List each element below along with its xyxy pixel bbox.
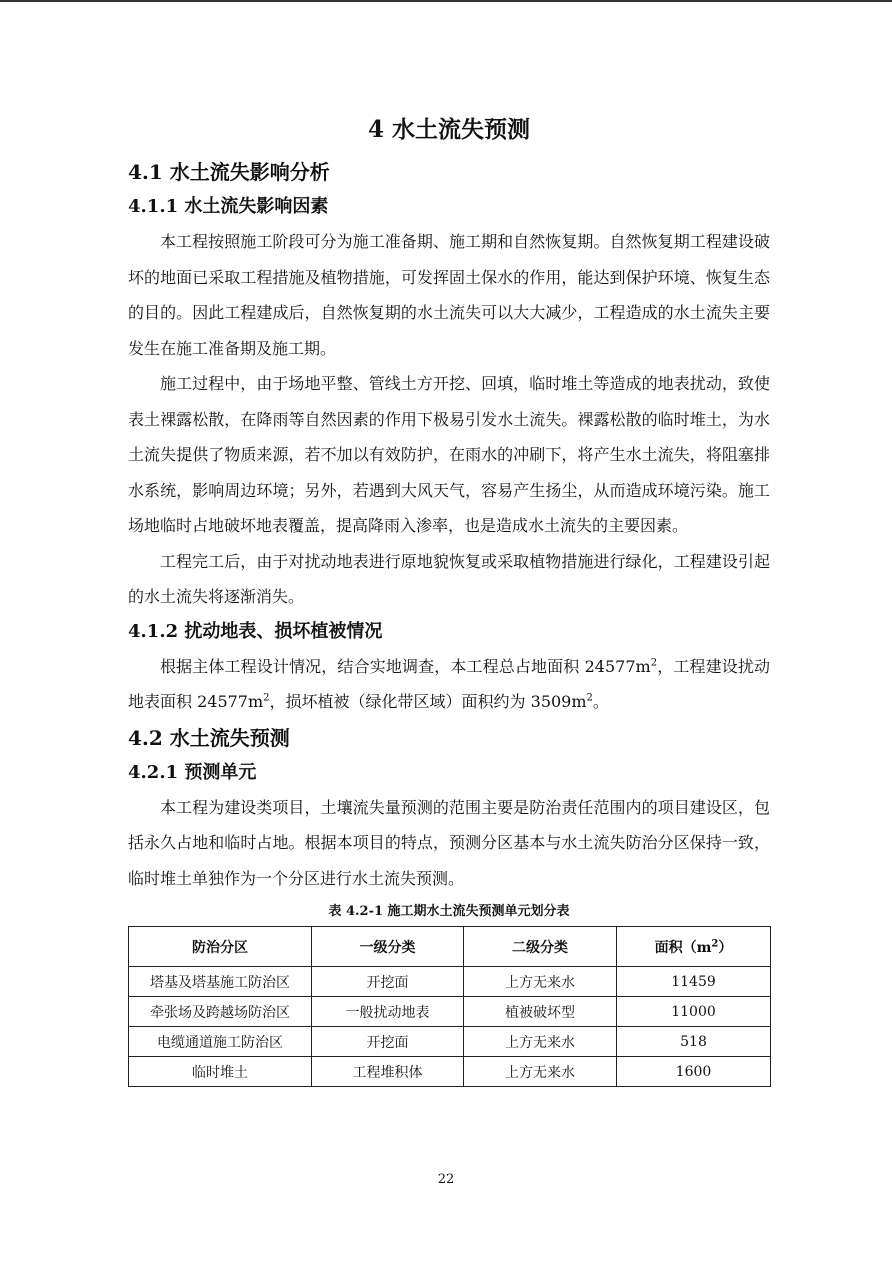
- table-cell: 一般扰动地表: [312, 997, 464, 1027]
- paragraph-after-completion: 工程完工后，由于对扰动地表进行原地貌恢复或采取植物措施进行绿化，工程建设引起的水土流失将逐渐消失。: [128, 551, 770, 606]
- table-header-row: [129, 927, 771, 967]
- page-number: 22: [437, 1172, 455, 1187]
- header-level1: 一级分类: [312, 927, 464, 967]
- table-cell: 上方无来水: [464, 967, 617, 997]
- table-cell: 开挖面: [312, 967, 464, 997]
- chapter-title: 4 水土流失预测: [367, 116, 530, 143]
- table-cell: 上方无来水: [464, 1057, 617, 1087]
- header-level2: 二级分类: [464, 927, 617, 967]
- header-zone: 防治分区: [129, 927, 312, 967]
- top-border-line: [0, 0, 892, 2]
- table-row: [129, 1057, 771, 1087]
- section-heading-4-2-1: 4.2.1 预测单元: [128, 761, 257, 783]
- header-area: 面积$(m^2)$: [617, 927, 771, 967]
- paragraph-stages: 本工程按照施工阶段可分为施工准备期、施工期和自然恢复期。自然恢复期工程建设破坏的地面已采取工程措施及植物措施，可发挥固土保水的作用，能达到保护环境、恢复生态的目的。因此工程建成后，自然恢复期的水土流失可以大大减少，工程造成的水土流失主要发生在施工准备期及施工期。: [128, 232, 770, 358]
- table-cell: 11459: [617, 967, 771, 997]
- table-cell: 电缆通道施工防治区: [129, 1027, 312, 1057]
- table-cell: 11000: [617, 997, 771, 1027]
- section-heading-4-2: 4.2 水土流失预测: [128, 725, 290, 750]
- table-row: [129, 1027, 771, 1057]
- prediction-unit-table: [128, 926, 771, 1087]
- table-cell: 临时堆土: [129, 1057, 312, 1087]
- document-page: [128, 112, 770, 1087]
- table-caption: 表 4.2-1 施工期水土流失预测单元划分表: [328, 904, 570, 919]
- table-cell: 塔基及塔基施工防治区: [129, 967, 312, 997]
- paragraph-prediction-units: 本工程为建设类项目，土壤流失量预测的范围主要是防治责任范围内的项目建设区，包括永久占地和临时占地。根据本项目的特点，预测分区基本与水土流失防治分区保持一致，临时堆土单独作为一个分区进行水土流失预测。: [128, 797, 770, 888]
- table-row: [129, 967, 771, 997]
- table-cell: 工程堆积体: [312, 1057, 464, 1087]
- table-cell: 1600: [617, 1057, 771, 1087]
- table-cell: 开挖面: [312, 1027, 464, 1057]
- table-cell: 牵张场及跨越场防治区: [129, 997, 312, 1027]
- paragraph-construction-process: 施工过程中，由于场地平整、管线土方开挖、回填，临时堆土等造成的地表扰动，致使表土裸露松散，在降雨等自然因素的作用下极易引发水土流失。裸露松散的临时堆土，为水土流失提供了物质来源，若不加以有效防护，在雨水的冲刷下，将产生水土流失，将阻塞排水系统，影响周边环境；另外，若遇到大风天气，容易产生扬尘，从而造成环境污染。施工场地临时占地破坏地表覆盖，提高降雨入渗率，也是造成水土流失的主要因素。: [128, 374, 770, 535]
- table-row: [129, 997, 771, 1027]
- table-cell: 植被破坏型: [464, 997, 617, 1027]
- table-cell: 上方无来水: [464, 1027, 617, 1057]
- section-heading-4-1: 4.1 水土流失影响分析: [128, 160, 330, 184]
- section-heading-4-1-2: 4.1.2 扰动地表、损坏植被情况: [128, 620, 383, 642]
- paragraph-disturbed-area: 根据主体工程设计情况，结合实地调查，本工程总占地面积 $24577m^2$，工程建设扰动地表面积 $24577m^2$，损坏植被（绿化带区域）面积约为 $3509m^2$。: [128, 656, 770, 711]
- section-heading-4-1-1: 4.1.1 水土流失影响因素: [128, 196, 329, 217]
- table-cell: 518: [617, 1027, 771, 1057]
